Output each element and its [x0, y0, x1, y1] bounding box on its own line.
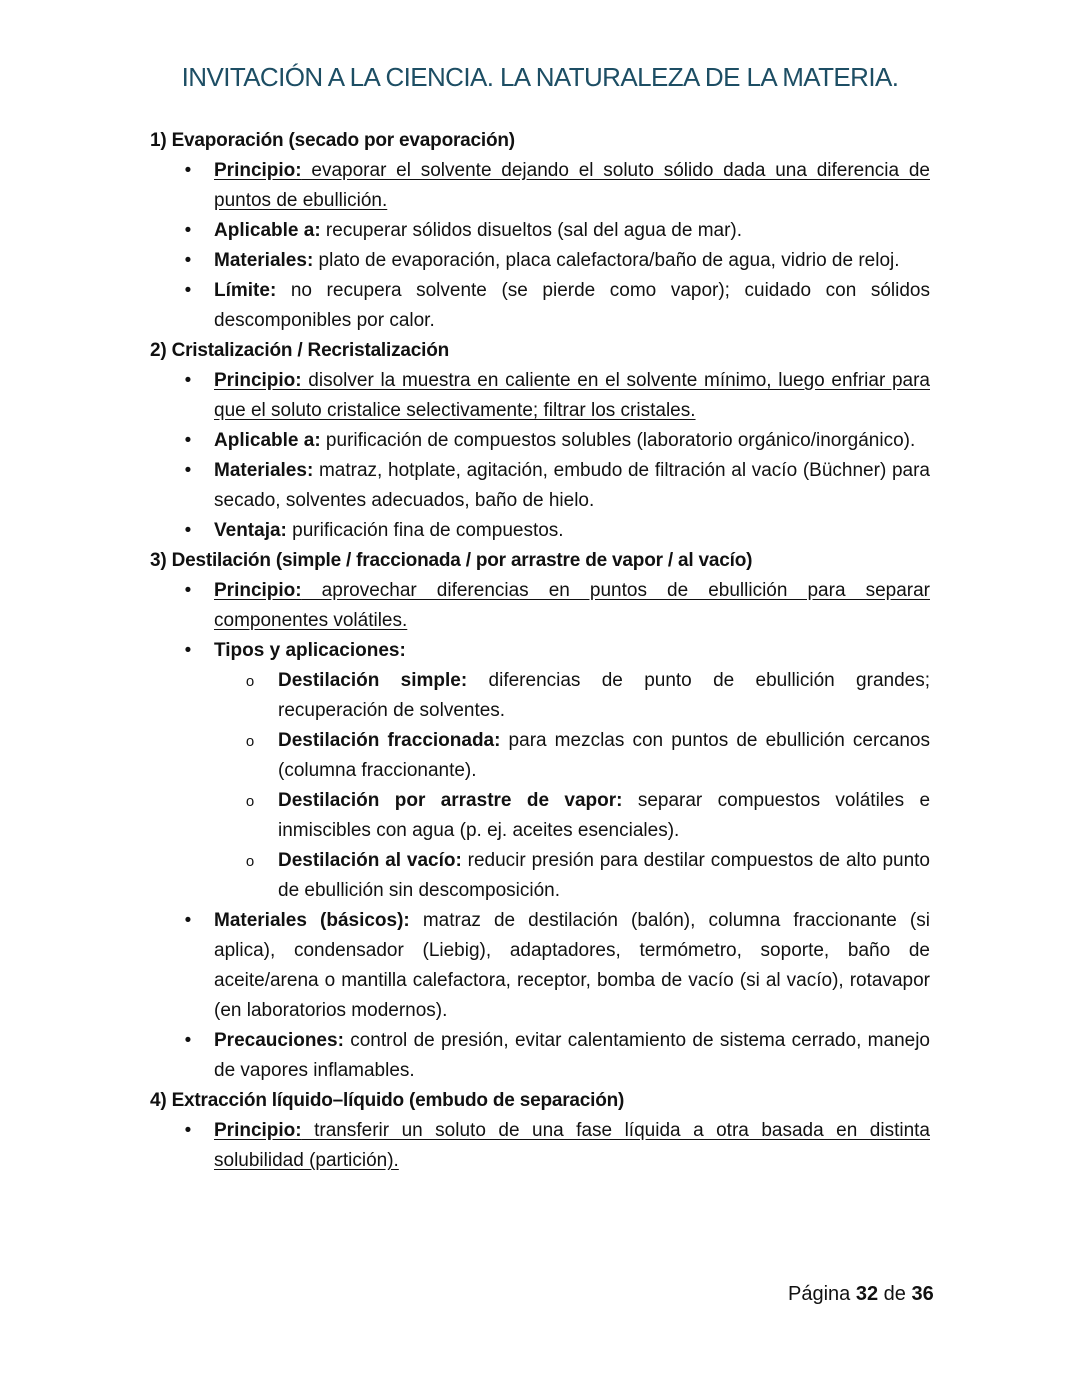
item-label: Destilación por arrastre de vapor:	[278, 790, 623, 811]
section-list-evaporacion	[150, 156, 930, 336]
circle-bullet-icon: o	[245, 793, 255, 810]
list-item-materiales	[150, 246, 930, 276]
item-label: Principio:	[214, 370, 302, 391]
bullet-icon: •	[184, 280, 192, 301]
list-item-precauciones	[150, 1026, 930, 1086]
current-page: 32	[855, 1283, 879, 1305]
list-item-tipos	[150, 636, 930, 906]
list-item-aplicable	[150, 426, 930, 456]
item-text: no recupera solvente (se pierde como vapor); cuidado con sólidos descomponibles por calor.	[214, 280, 930, 331]
item-text: matraz, hotplate, agitación, embudo de filtración al vacío (Büchner) para secado, solventes adecuados, baño de hielo.	[214, 460, 930, 511]
item-label: Destilación fraccionada:	[278, 730, 501, 751]
total-pages: 36	[911, 1283, 934, 1305]
section-list-cristalizacion	[150, 366, 930, 546]
item-label: Materiales (básicos):	[214, 910, 410, 931]
list-item-materiales	[150, 906, 930, 1026]
list-item-ventaja	[150, 516, 930, 546]
item-text: matraz de destilación (balón), columna fraccionante (si aplica), condensador (Liebig), adaptadores, termómetro, soporte, baño de aceite/arena o mantilla calefactora, receptor, bomba de vacío (si al vacío), rotavapor (en laboratorios modernos).	[214, 910, 930, 1021]
item-label: Materiales:	[214, 460, 314, 481]
item-label: Precauciones:	[214, 1030, 344, 1051]
item-text: diferencias de punto de ebullición grandes; recuperación de solventes.	[278, 670, 931, 721]
bullet-icon: •	[184, 520, 192, 541]
section-heading-cristalizacion: 2) Cristalización / Recristalización	[150, 340, 450, 361]
item-text: evaporar el solvente dejando el soluto sólido dada una diferencia de puntos de ebullición.	[214, 160, 930, 211]
bullet-icon: •	[184, 640, 192, 661]
circle-bullet-icon: o	[245, 853, 255, 870]
section-heading-extraccion: 4) Extracción líquido–líquido (embudo de separación)	[150, 1090, 625, 1111]
bullet-icon: •	[184, 250, 192, 271]
bullet-icon: •	[184, 1120, 192, 1141]
list-item-materiales	[150, 456, 930, 516]
item-text: plato de evaporación, placa calefactora/baño de agua, vidrio de reloj.	[313, 250, 900, 271]
item-label: Aplicable a:	[214, 430, 321, 451]
list-item-aplicable	[150, 216, 930, 246]
item-label: Destilación al vacío:	[278, 850, 462, 871]
item-label: Principio:	[214, 580, 302, 601]
bullet-icon: •	[184, 460, 192, 481]
bullet-icon: •	[184, 370, 192, 391]
section-list-extraccion	[150, 1116, 930, 1176]
item-label: Principio:	[214, 160, 302, 181]
sublist-item-vacio	[150, 846, 930, 906]
list-item-limite	[150, 276, 930, 336]
item-label: Aplicable a:	[214, 220, 321, 241]
bullet-icon: •	[184, 910, 192, 931]
item-text: aprovechar diferencias en puntos de ebullición para separar componentes volátiles.	[214, 580, 930, 631]
item-text: recuperar sólidos disueltos (sal del agua de mar).	[320, 220, 743, 241]
section-list-destilacion	[150, 576, 930, 1086]
circle-bullet-icon: o	[245, 673, 255, 690]
item-label: Ventaja:	[214, 520, 287, 541]
sublist-item-fraccionada	[150, 726, 930, 786]
bullet-icon: •	[184, 430, 192, 451]
item-text: control de presión, evitar calentamiento de sistema cerrado, manejo de vapores inflamables.	[214, 1030, 930, 1081]
item-text: purificación fina de compuestos.	[286, 520, 564, 541]
item-label: Principio:	[214, 1120, 302, 1141]
list-item-principio	[150, 156, 930, 216]
item-label: Destilación simple:	[278, 670, 468, 691]
page-number	[788, 1283, 934, 1306]
item-text: purificación de compuestos solubles (laboratorio orgánico/inorgánico).	[320, 430, 916, 451]
circle-bullet-icon: o	[245, 733, 255, 750]
item-text: para mezclas con puntos de ebullición cercanos (columna fraccionante).	[278, 730, 930, 781]
bullet-icon: •	[184, 580, 192, 601]
item-text: separar compuestos volátiles e inmiscibles con agua (p. ej. aceites esenciales).	[278, 790, 931, 841]
page-prefix: Página	[788, 1283, 856, 1305]
bullet-icon: •	[184, 220, 192, 241]
bullet-icon: •	[184, 1030, 192, 1051]
sublist-item-simple	[150, 666, 930, 726]
sublist-tipos	[150, 666, 930, 906]
item-text: disolver la muestra en caliente en el solvente mínimo, luego enfriar para que el soluto cristalice selectivamente; filtrar los cristales.	[214, 370, 930, 421]
section-heading-destilacion: 3) Destilación (simple / fraccionada / por arrastre de vapor / al vacío)	[150, 550, 753, 571]
document-body	[150, 126, 930, 1176]
item-text: reducir presión para destilar compuestos de alto punto de ebullición sin descomposición.	[278, 850, 930, 901]
list-item-principio	[150, 576, 930, 636]
list-item-principio	[150, 366, 930, 426]
list-item-principio	[150, 1116, 930, 1176]
sublist-item-arrastre	[150, 786, 930, 846]
section-heading-evaporacion: 1) Evaporación (secado por evaporación)	[150, 130, 515, 151]
bullet-icon: •	[184, 160, 192, 181]
item-label: Materiales:	[214, 250, 314, 271]
page-title: INVITACIÓN A LA CIENCIA. LA NATURALEZA DE LA MATERIA.	[181, 62, 899, 92]
item-label: Límite:	[214, 280, 277, 301]
page-middle: de	[878, 1283, 912, 1305]
item-text: transferir un soluto de una fase líquida a otra basada en distinta solubilidad (partición).	[214, 1120, 930, 1171]
item-label: Tipos y aplicaciones:	[214, 640, 406, 661]
